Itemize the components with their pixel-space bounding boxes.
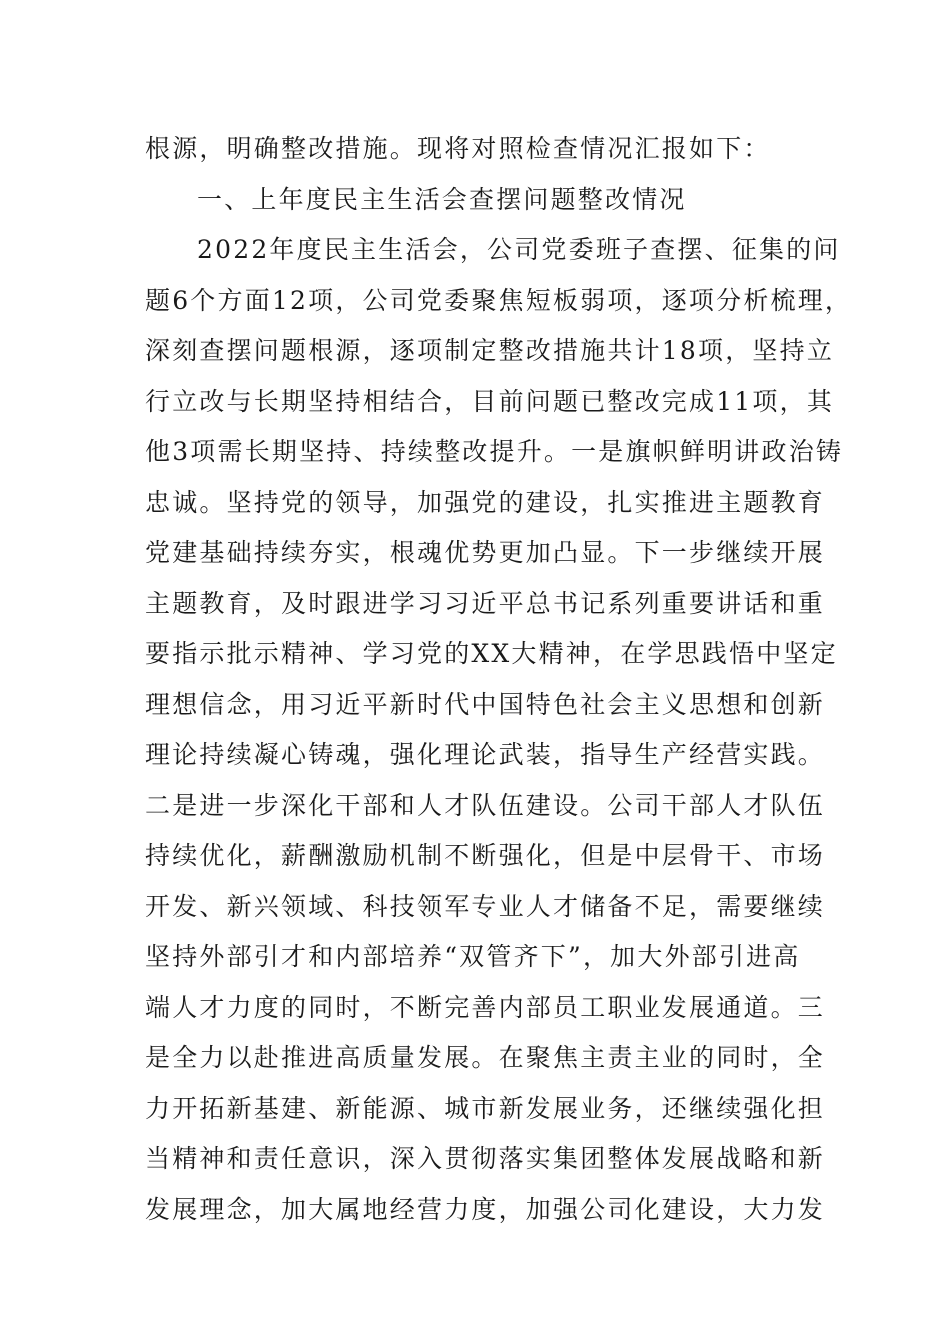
text-line: 党建基础持续夯实，根魂优势更加凸显。下一步继续开展 [145, 538, 826, 567]
text-line: 是全力以赴推进高质量发展。在聚焦主责主业的同时，全 [145, 1043, 826, 1072]
text-line: 忠诚。坚持党的领导，加强党的建设，扎实推进主题教育 [145, 487, 826, 517]
text-line: 开发、新兴领域、科技领军专业人才储备不足，需要继续 [145, 891, 826, 921]
text-line: 他3项需长期坚持、持续整改提升。一是旗帜鲜明讲政治铸 [145, 437, 844, 466]
text-line: 要指示批示精神、学习党的XX大精神，在学思践悟中坚定 [145, 639, 838, 668]
text-line: 根源，明确整改措施。现将对照检查情况汇报如下： [145, 134, 771, 163]
text-line: 理想信念，用习近平新时代中国特色社会主义思想和创新 [145, 689, 826, 719]
text-line: 端人才力度的同时，不断完善内部员工职业发展通道。三 [145, 992, 826, 1022]
text-line: 题6个方面12项，公司党委聚焦短板弱项，逐项分析梳理， [145, 285, 853, 315]
text-line: 理论持续凝心铸魂，强化理论武装，指导生产经营实践。 [145, 740, 826, 769]
body-text [145, 124, 853, 1235]
text-line: 坚持外部引才和内部培养“双管齐下”，加大外部引进高 [145, 942, 801, 971]
text-line: 主题教育，及时跟进学习习近平总书记系列重要讲话和重 [145, 588, 826, 618]
text-line: 二是进一步深化干部和人才队伍建设。公司干部人才队伍 [145, 790, 826, 820]
text-line: 持续优化，薪酬激励机制不断强化，但是中层骨干、市场 [145, 841, 826, 870]
text-line: 力开拓新基建、新能源、城市新发展业务，还继续强化担 [145, 1093, 826, 1123]
text-line: 发展理念，加大属地经营力度，加强公司化建设，大力发 [145, 1194, 826, 1224]
section-heading: 一、上年度民主生活会查摆问题整改情况 [197, 184, 687, 214]
text-line: 行立改与长期坚持相结合，目前问题已整改完成11项，其 [145, 386, 835, 416]
text-line: 深刻查摆问题根源，逐项制定整改措施共计18项，坚持立 [145, 336, 835, 365]
text-line: 当精神和责任意识，深入贯彻落实集团整体发展战略和新 [145, 1144, 826, 1173]
paragraph-first-line: 2022年度民主生活会，公司党委班子查摆、征集的问 [197, 235, 841, 264]
